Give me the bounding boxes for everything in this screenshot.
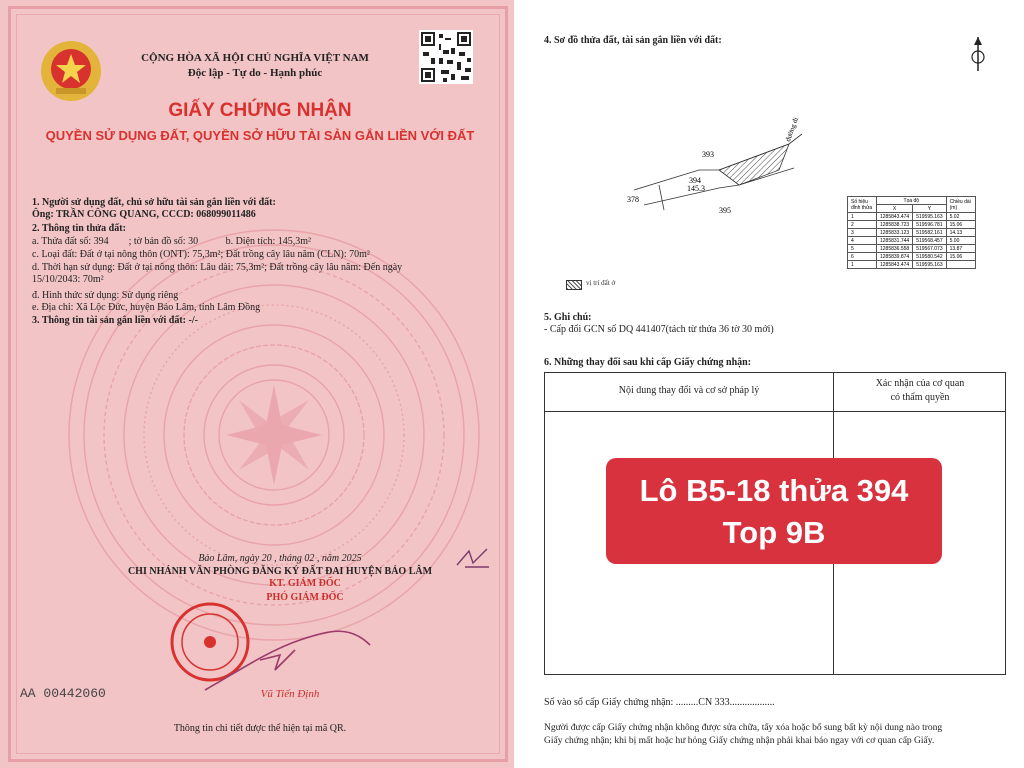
- legend-swatch: [566, 280, 582, 290]
- table-row: [848, 229, 976, 237]
- cell: 2: [848, 221, 877, 229]
- parcel-line-a: a. Thửa đất số: 394 ; tờ bản đồ số: 30 b. Diện tích: 145,3m²: [32, 236, 312, 247]
- warning-line-2: Giấy chứng nhận; khi bị mất hoặc hư hỏng Giấy chứng nhận phải khai báo ngay với cơ quan cấp Giấy.: [544, 736, 935, 746]
- legend-label: vị trí đất ở: [586, 279, 616, 287]
- label-378: 378: [627, 195, 639, 204]
- cell: 1285839.874: [877, 253, 913, 261]
- label-393: 393: [702, 150, 714, 159]
- parcel-line-dd: đ. Hình thức sử dụng: Sử dụng riêng: [32, 290, 179, 301]
- cell: 5: [848, 245, 877, 253]
- header-divider: [545, 411, 1005, 412]
- cell: 1285836.558: [877, 245, 913, 253]
- cell: 519596.781: [913, 221, 946, 229]
- parcel-line-e: e. Địa chỉ: Xã Lộc Đức, huyện Bảo Lâm, tỉnh Lâm Đồng: [32, 302, 261, 313]
- national-emblem-icon: [38, 38, 104, 104]
- changes-col2-header-a: Xác nhận của cơ quan: [875, 378, 965, 389]
- cell: 519595.163: [913, 213, 946, 221]
- cell: 15.06: [946, 221, 975, 229]
- coord-header-y: Y: [913, 205, 946, 213]
- label-395: 395: [719, 206, 731, 215]
- initial-mark: [455, 545, 491, 571]
- qr-footnote: Thông tin chi tiết được thể hiện tại mã QR.: [173, 723, 347, 734]
- cell: 14.13: [946, 229, 975, 237]
- motto: Độc lập - Tự do - Hạnh phúc: [187, 67, 323, 79]
- section-2-label: 2. Thông tin thửa đất:: [32, 223, 126, 234]
- table-row: [848, 213, 976, 221]
- cell: 519567.073: [913, 245, 946, 253]
- kt-director: KT. GIÁM ĐỐC: [269, 578, 341, 589]
- coordinate-table: [847, 196, 976, 269]
- cell: 1285843.474: [877, 213, 913, 221]
- label-area: 145.3: [687, 184, 705, 193]
- cell: 1285833.123: [877, 229, 913, 237]
- certificate-title: GIẤY CHỨNG NHẬN: [168, 100, 352, 121]
- register-number: Số vào sổ cấp Giấy chứng nhận: .........CN 333..................: [544, 697, 775, 708]
- issuing-office: CHI NHÁNH VĂN PHÒNG ĐĂNG KÝ ĐẤT ĐAI HUYỆN BẢO LÂM: [127, 566, 433, 577]
- warning-line-1: Người được cấp Giấy chứng nhận không được sửa chữa, tẩy xóa hoặc bổ sung bất kỳ nội dung nào trong: [544, 723, 943, 733]
- lot-overlay-banner: [606, 458, 942, 564]
- section-1-label: 1. Người sử dụng đất, chủ sở hữu tài sản gắn liền với đất:: [32, 197, 276, 208]
- qr-code-icon: [419, 30, 473, 84]
- cell: 5.00: [946, 237, 975, 245]
- section-6-label: 6. Những thay đổi sau khi cấp Giấy chứng nhận:: [544, 357, 752, 368]
- overlay-line-1: Lô B5-18 thửa 394: [639, 473, 909, 508]
- parcel-line-d2: 15/10/2043: 70m²: [32, 274, 104, 285]
- republic-heading: CỘNG HÒA XÃ HỘI CHỦ NGHĨA VIỆT NAM: [141, 52, 369, 64]
- section-4-label: 4. Sơ đồ thửa đất, tài sản gắn liền với đất:: [544, 35, 722, 46]
- issue-date: Bảo Lâm, ngày 20 , tháng 02 , năm 2025: [198, 553, 362, 564]
- table-row: [848, 245, 976, 253]
- table-row: [848, 261, 976, 269]
- section-5-label: 5. Ghi chú:: [544, 312, 592, 323]
- cell: 1: [848, 213, 877, 221]
- cell: 519595.163: [913, 261, 946, 269]
- qr-code: [419, 30, 473, 84]
- cell: 4: [848, 237, 877, 245]
- deputy-director: PHÓ GIÁM ĐỐC: [266, 592, 344, 603]
- certificate-subtitle: QUYỀN SỬ DỤNG ĐẤT, QUYỀN SỞ HỮU TÀI SẢN GẮN LIỀN VỚI ĐẤT: [45, 128, 475, 143]
- label-394: 394: [689, 176, 701, 185]
- cell: 5.02: [946, 213, 975, 221]
- parcel-sketch: [619, 130, 849, 220]
- cell: 519568.457: [913, 237, 946, 245]
- label-road: đường đi: [784, 116, 801, 143]
- certificate-back-page: [514, 0, 1024, 768]
- cell: 6: [848, 253, 877, 261]
- changes-col2-header-b: có thẩm quyền: [890, 392, 950, 403]
- cell: [946, 261, 975, 269]
- coord-header-vertex: Số hiệu đỉnh thửa: [848, 197, 877, 213]
- owner-line: Ông: TRẦN CÔNG QUANG, CCCD: 068099011486: [32, 209, 256, 220]
- cell: 3: [848, 229, 877, 237]
- serial-number: AA 00442060: [20, 686, 106, 701]
- north-arrow-icon: [967, 35, 989, 73]
- cell: 15.06: [946, 253, 975, 261]
- parcel-line-d: d. Thời hạn sử dụng: Đất ở tại nông thôn: Lâu dài: 75,3m²; Đất trồng cây lâu năm: Đến ngày: [32, 262, 403, 273]
- cell: 1: [848, 261, 877, 269]
- cell: 1285843.474: [877, 261, 913, 269]
- signer-name: Vũ Tiến Định: [260, 688, 320, 700]
- changes-col1-header: Nội dung thay đổi và cơ sở pháp lý: [618, 385, 760, 396]
- note-text: - Cấp đổi GCN số DQ 441407(tách từ thửa 36 tờ 30 mới): [544, 324, 774, 335]
- cell: 1285831.744: [877, 237, 913, 245]
- table-row: [848, 221, 976, 229]
- cell: 1285838.723: [877, 221, 913, 229]
- table-row: [848, 237, 976, 245]
- parcel-line-c: c. Loại đất: Đất ở tại nông thôn (ONT): 75,3m²; Đất trồng cây lâu năm (CLN): 70m²: [32, 249, 370, 260]
- coord-header-coords: Tọa độ: [877, 197, 947, 205]
- coord-header-x: X: [877, 205, 913, 213]
- section-3-label: 3. Thông tin tài sản gắn liền với đất: -/-: [32, 315, 198, 326]
- cell: 13.87: [946, 245, 975, 253]
- overlay-line-2: Top 9B: [722, 515, 826, 550]
- coord-header-length: Chiều dài (m): [946, 197, 975, 213]
- cell: 519580.542: [913, 253, 946, 261]
- table-row: [848, 253, 976, 261]
- cell: 519582.161: [913, 229, 946, 237]
